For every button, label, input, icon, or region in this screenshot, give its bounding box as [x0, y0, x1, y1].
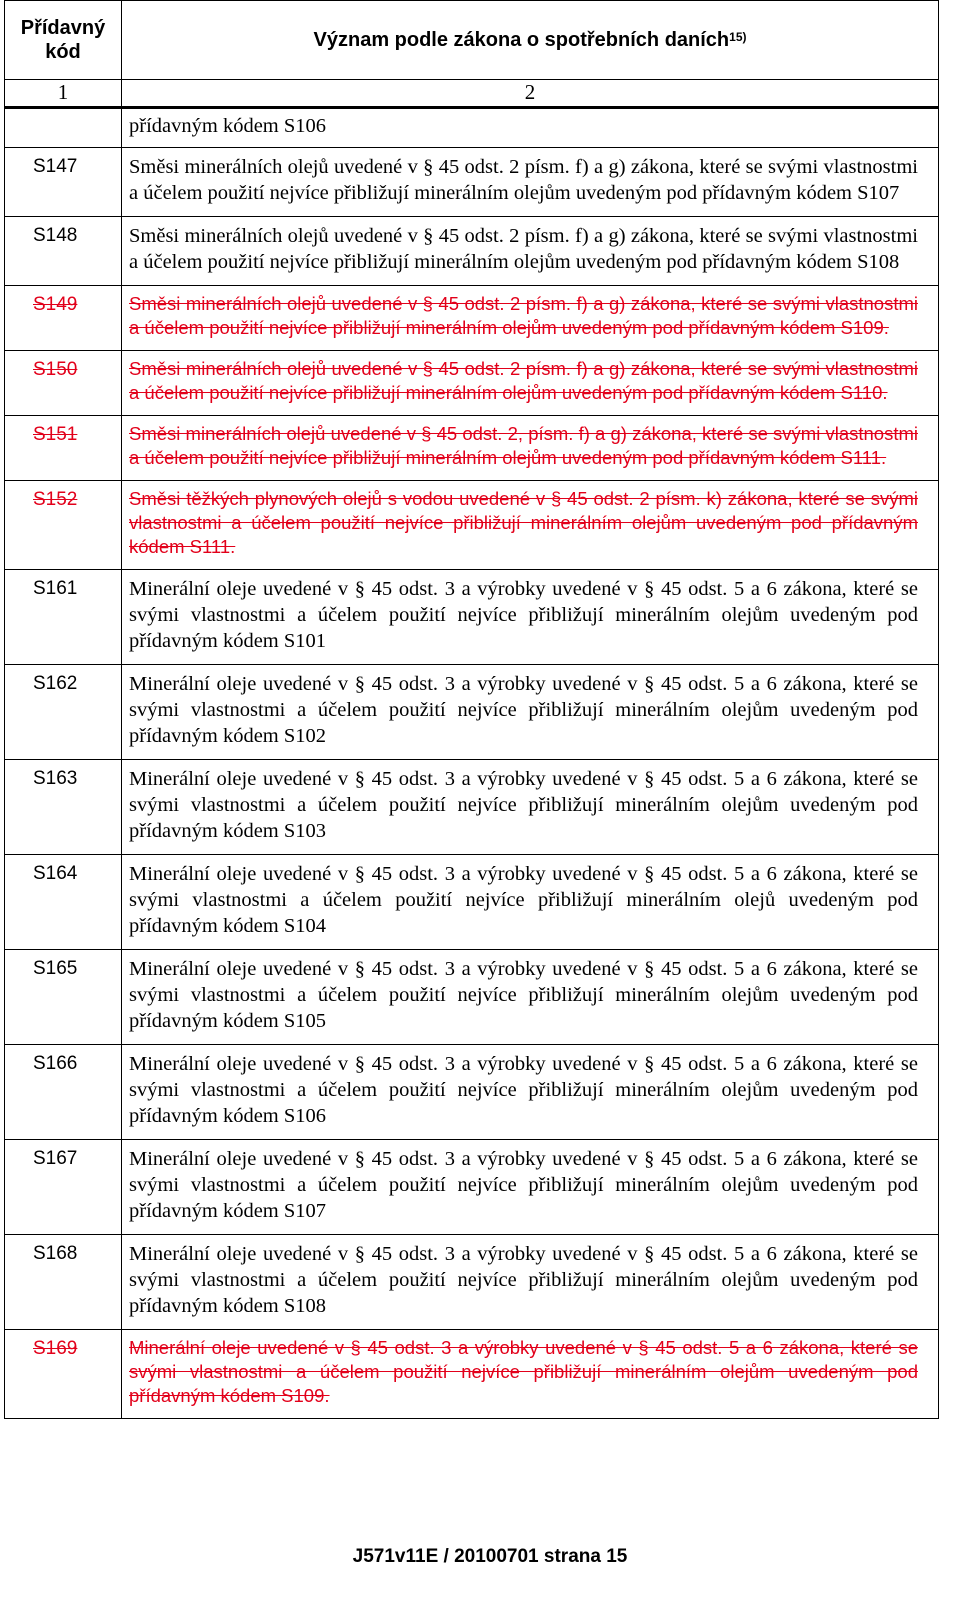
table-row	[5, 1045, 939, 1140]
row-text: přídavným kódem S106	[122, 108, 939, 148]
row-text: Směsi minerálních olejů uvedené v § 45 odst. 2 písm. f) a g) zákona, které se svými vlastnostmi a účelem použití nejvíce přibližují minerálním olejům uvedeným pod přídavným kódem S110.	[122, 351, 939, 416]
row-code: S166	[5, 1045, 122, 1140]
table-row-deleted	[5, 416, 939, 481]
table-row	[5, 217, 939, 286]
row-text: Minerální oleje uvedené v § 45 odst. 3 a výrobky uvedené v § 45 odst. 5 a 6 zákona, které se svými vlastnostmi a účelem použití nejvíce přibližují minerálním olejům uvedeným pod přídavným kódem S109.	[122, 1330, 939, 1419]
row-text: Směsi minerálních olejů uvedené v § 45 odst. 2 písm. f) a g) zákona, které se svými vlastnostmi a účelem použití nejvíce přibližují minerálním olejům uvedeným pod přídavným kódem S108	[122, 217, 939, 286]
row-text: Minerální oleje uvedené v § 45 odst. 3 a výrobky uvedené v § 45 odst. 5 a 6 zákona, které se svými vlastnostmi a účelem použití nejvíce přibližují minerálním olejům uvedeným pod přídavným kódem S108	[122, 1235, 939, 1330]
row-code: S147	[5, 148, 122, 217]
table-row	[5, 665, 939, 760]
row-text: Směsi minerálních olejů uvedené v § 45 odst. 2, písm. f) a g) zákona, které se svými vlastnostmi a účelem použití nejvíce přibližují minerálním olejům uvedeným pod přídavným kódem S111.	[122, 416, 939, 481]
table-row	[5, 855, 939, 950]
row-text: Směsi těžkých plynových olejů s vodou uvedené v § 45 odst. 2 písm. k) zákona, které se svými vlastnostmi a účelem použití nejvíce přibližují minerálním olejům uvedeným pod přídavným kódem S111.	[122, 481, 939, 570]
table-row-continuation	[5, 108, 939, 148]
row-code: S164	[5, 855, 122, 950]
row-code: S152	[5, 481, 122, 570]
table-row-deleted	[5, 286, 939, 351]
row-text: Minerální oleje uvedené v § 45 odst. 3 a výrobky uvedené v § 45 odst. 5 a 6 zákona, které se svými vlastnostmi a účelem použití nejvíce přibližují minerálním olejům uvedeným pod přídavným kódem S103	[122, 760, 939, 855]
footnote-ref: 15)	[729, 30, 747, 44]
row-code: S148	[5, 217, 122, 286]
row-code: S167	[5, 1140, 122, 1235]
row-code: S151	[5, 416, 122, 481]
row-code: S165	[5, 950, 122, 1045]
row-text: Směsi minerálních olejů uvedené v § 45 odst. 2 písm. f) a g) zákona, které se svými vlastnostmi a účelem použití nejvíce přibližují minerálním olejům uvedeným pod přídavným kódem S109.	[122, 286, 939, 351]
table-row	[5, 950, 939, 1045]
table-row	[5, 760, 939, 855]
row-code: S150	[5, 351, 122, 416]
row-code	[5, 108, 122, 148]
footer-text: J571v11E / 20100701 strana 15	[352, 1546, 628, 1567]
row-code: S169	[5, 1330, 122, 1419]
table-row	[5, 148, 939, 217]
row-text: Směsi minerálních olejů uvedené v § 45 odst. 2 písm. f) a g) zákona, které se svými vlastnostmi a účelem použití nejvíce přibližují minerálním olejům uvedeným pod přídavným kódem S107	[122, 148, 939, 217]
row-text: Minerální oleje uvedené v § 45 odst. 3 a výrobky uvedené v § 45 odst. 5 a 6 zákona, které se svými vlastnostmi a účelem použití nejvíce přibližují minerálním olejů uvedeným pod přídavným kódem S104	[122, 855, 939, 950]
row-code: S162	[5, 665, 122, 760]
table-row-deleted	[5, 481, 939, 570]
table-row-deleted	[5, 1330, 939, 1419]
table-row	[5, 570, 939, 665]
header-meaning	[122, 1, 939, 80]
table-row	[5, 1140, 939, 1235]
row-code: S163	[5, 760, 122, 855]
document-page	[4, 0, 956, 1607]
row-code: S161	[5, 570, 122, 665]
page-footer	[0, 1546, 960, 1568]
column-number-2: 2	[122, 80, 939, 108]
header-code: Přídavný kód	[5, 1, 122, 80]
table-row-deleted	[5, 351, 939, 416]
table-row	[5, 1235, 939, 1330]
code-table	[4, 0, 939, 1419]
row-text: Minerální oleje uvedené v § 45 odst. 3 a výrobky uvedené v § 45 odst. 5 a 6 zákona, které se svými vlastnostmi a účelem použití nejvíce přibližují minerálním olejům uvedeným pod přídavným kódem S102	[122, 665, 939, 760]
header-meaning-text: Význam podle zákona o spotřebních daních	[313, 29, 730, 51]
row-text: Minerální oleje uvedené v § 45 odst. 3 a výrobky uvedené v § 45 odst. 5 a 6 zákona, které se svými vlastnostmi a účelem použití nejvíce přibližují minerálním olejům uvedeným pod přídavným kódem S106	[122, 1045, 939, 1140]
row-text: Minerální oleje uvedené v § 45 odst. 3 a výrobky uvedené v § 45 odst. 5 a 6 zákona, které se svými vlastnostmi a účelem použití nejvíce přibližují minerálním olejům uvedeným pod přídavným kódem S107	[122, 1140, 939, 1235]
row-code: S168	[5, 1235, 122, 1330]
row-text: Minerální oleje uvedené v § 45 odst. 3 a výrobky uvedené v § 45 odst. 5 a 6 zákona, které se svými vlastnostmi a účelem použití nejvíce přibližují minerálním olejům uvedeným pod přídavným kódem S105	[122, 950, 939, 1045]
row-text: Minerální oleje uvedené v § 45 odst. 3 a výrobky uvedené v § 45 odst. 5 a 6 zákona, které se svými vlastnostmi a účelem použití nejvíce přibližují minerálním olejům uvedeným pod přídavným kódem S101	[122, 570, 939, 665]
row-code: S149	[5, 286, 122, 351]
column-number-1: 1	[5, 80, 122, 108]
